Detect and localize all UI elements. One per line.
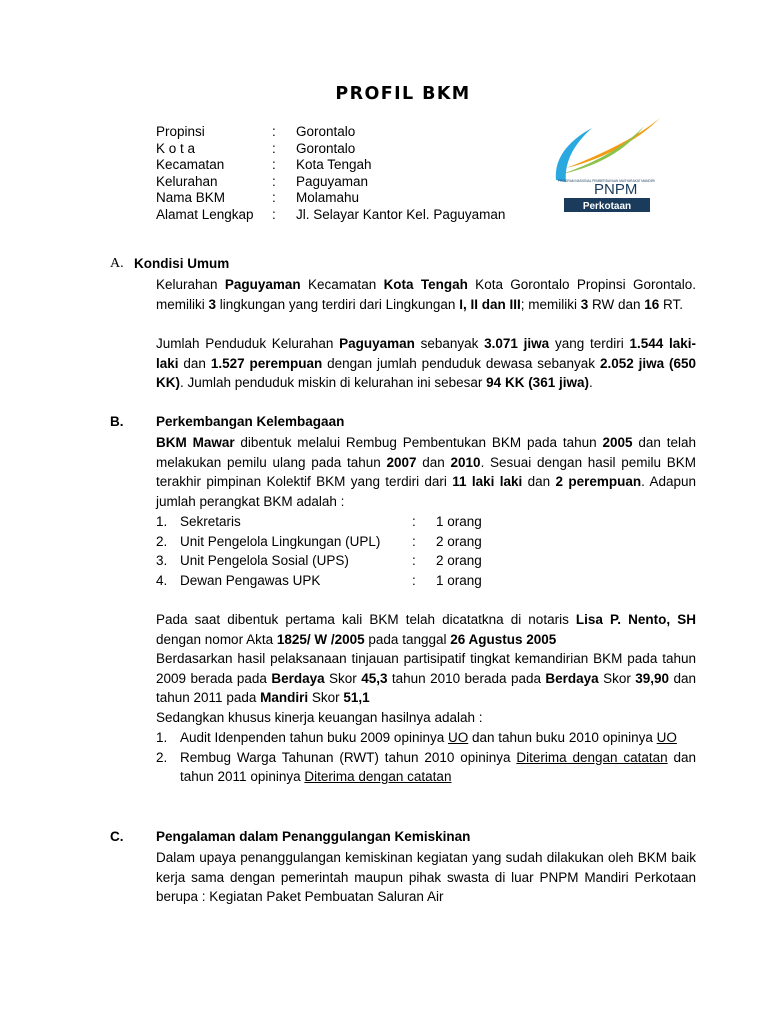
text: ; memiliki — [520, 296, 581, 312]
text: 94 KK (361 jiwa) — [486, 375, 589, 390]
text: pada tanggal — [364, 631, 451, 647]
info-label: Nama BKM — [156, 190, 226, 205]
info-label: Kelurahan — [156, 173, 218, 189]
text: 39,90 — [635, 670, 670, 686]
text: 2007 — [386, 454, 417, 470]
item-label: Unit Pengelola Lingkungan (UPL) — [180, 533, 381, 549]
text: Kelurahan — [156, 277, 225, 292]
section-a-letter: A. — [110, 256, 124, 271]
logo-sub-text: Perkotaan — [582, 201, 632, 212]
info-row — [156, 190, 505, 207]
text: Mandiri — [260, 690, 309, 705]
item-number: 1. — [156, 730, 168, 745]
section-b-para-4: Sedangkan khusus kinerja keuangan hasilnya adalah : — [156, 710, 483, 725]
list-item — [156, 571, 696, 591]
text: Skor — [598, 670, 636, 686]
text: Skor — [308, 690, 344, 705]
list-item — [156, 748, 696, 787]
text: 2010 — [450, 454, 481, 470]
text: sebanyak — [414, 336, 485, 351]
item-label: Dewan Pengawas UPK — [180, 572, 321, 588]
text: Jumlah Penduduk Kelurahan — [156, 336, 340, 351]
section-a-title: Kondisi Umum — [134, 256, 230, 271]
info-colon: : — [272, 173, 276, 189]
item-colon: : — [412, 553, 416, 568]
text: 1.527 perempuan — [210, 355, 323, 371]
info-label: Kecamatan — [156, 157, 225, 172]
text: Skor — [324, 670, 362, 686]
item-colon: : — [412, 533, 416, 549]
text: 3 — [208, 296, 217, 312]
staff-list — [156, 512, 696, 590]
item-value: 2 orang — [436, 533, 482, 549]
info-row — [156, 174, 505, 191]
info-value: Molamahu — [296, 190, 360, 205]
logo-arc-green — [562, 126, 644, 174]
item-colon: : — [412, 572, 416, 588]
section-b-para-2 — [156, 610, 696, 649]
text: Kota Gorontalo Propinsi Gorontalo. memiliki — [156, 277, 696, 312]
text: . — [588, 375, 593, 390]
section-b-para-1 — [156, 433, 696, 511]
text: 2005 — [602, 435, 633, 450]
info-label: K o t a — [156, 140, 196, 156]
info-row — [156, 141, 505, 158]
text: dan — [178, 355, 211, 371]
pnpm-logo — [552, 116, 664, 216]
text: Kota Tengah — [383, 277, 468, 292]
text: Paguyaman — [224, 277, 301, 292]
logo-arc-orange — [566, 118, 660, 168]
section-b-title: Perkembangan Kelembagaan — [156, 414, 345, 429]
section-a-para-2 — [156, 334, 696, 393]
text: UO — [447, 730, 469, 745]
list-item — [156, 551, 696, 571]
info-label: Alamat Lengkap — [156, 206, 254, 222]
list-item — [156, 512, 696, 532]
section-c-title: Pengalaman dalam Penanggulangan Kemiskinan — [156, 829, 471, 844]
info-row — [156, 124, 505, 141]
logo-brand-text: PNPM — [594, 181, 638, 198]
list-item — [156, 728, 696, 748]
text: Berdaya — [545, 670, 599, 686]
item-number: 2. — [156, 533, 168, 549]
info-label: Propinsi — [156, 124, 205, 139]
item-number: 1. — [156, 514, 168, 529]
info-value: Paguyaman — [296, 173, 369, 189]
section-c-letter: C. — [110, 829, 124, 844]
text: BKM Mawar — [156, 435, 235, 450]
item-value: 1 orang — [436, 572, 482, 588]
text: dan tahun 2011 pada — [156, 670, 697, 705]
item-text — [180, 728, 696, 748]
text: dan tahun 2011 opininya — [180, 749, 696, 784]
section-b-letter: B. — [110, 414, 124, 429]
text: 51,1 — [343, 690, 370, 705]
text: Lisa P. Nento, SH — [575, 612, 696, 627]
section-b-para-3 — [156, 649, 696, 708]
text: Diterima dengan catatan — [304, 769, 452, 784]
info-colon: : — [272, 206, 276, 222]
text: dan — [522, 474, 556, 489]
item-colon: : — [412, 514, 416, 529]
text: tahun 2010 berada pada — [387, 670, 546, 686]
text: I, II dan III — [459, 296, 521, 312]
text: Berdaya — [271, 670, 325, 686]
info-colon: : — [272, 124, 276, 139]
text: yang terdiri — [549, 336, 630, 351]
item-label: Sekretaris — [180, 514, 241, 529]
text: RW dan — [588, 296, 645, 312]
text: . Jumlah penduduk miskin di kelurahan ini sebesar — [180, 375, 487, 390]
info-row — [156, 207, 505, 224]
list-item — [156, 532, 696, 552]
text: Audit Idenpenden tahun buku 2009 opininya — [180, 730, 448, 745]
info-value: Gorontalo — [296, 124, 356, 139]
item-value: 1 orang — [436, 514, 482, 529]
text: dan tahun buku 2010 opininya — [468, 730, 657, 745]
text: Diterima dengan catatan — [516, 749, 668, 765]
info-block — [156, 124, 505, 223]
item-number: 2. — [156, 749, 168, 765]
item-number: 4. — [156, 572, 168, 588]
info-value: Gorontalo — [296, 140, 356, 156]
text: 2.052 jiwa (650 KK) — [156, 355, 696, 390]
text: Berdasarkan hasil pelaksanaan tinjauan partisipatif tingkat kemandirian BKM pada tahun 2009 berada pada — [156, 651, 696, 686]
item-label: Unit Pengelola Sosial (UPS) — [180, 553, 349, 568]
text: 11 laki laki — [452, 474, 523, 489]
text: dan — [416, 454, 451, 470]
text: Paguyaman — [339, 336, 415, 351]
text: dengan jumlah penduduk dewasa sebanyak — [322, 355, 600, 371]
info-colon: : — [272, 190, 276, 205]
text: dengan nomor Akta — [156, 631, 277, 647]
text: lingkungan yang terdiri dari Lingkungan — [216, 296, 460, 312]
item-number: 3. — [156, 553, 168, 568]
text: 1825/ W /2005 — [276, 631, 365, 647]
info-row — [156, 157, 505, 174]
text: 3 — [580, 296, 589, 312]
section-c-para-1: Dalam upaya penanggulangan kemiskinan kegiatan yang sudah dilakukan oleh BKM baik kerja sama dengan pemerintah maupun pihak swasta di luar PNPM Mandiri Perkotaan berupa : Kegiatan Paket Pembuatan Saluran Air — [156, 850, 696, 904]
text: dan telah melakukan pemilu ulang pada tahun — [156, 435, 696, 470]
logo-arc-blue — [556, 128, 592, 182]
info-value: Jl. Selayar Kantor Kel. Paguyaman — [296, 206, 506, 222]
text: RT. — [659, 296, 684, 312]
info-colon: : — [272, 140, 276, 156]
text: Kecamatan — [300, 277, 384, 292]
item-value: 2 orang — [436, 553, 482, 568]
text: Pada saat dibentuk pertama kali BKM telah dicatatkna di notaris — [156, 612, 576, 627]
text: UO — [656, 730, 677, 745]
text: 16 — [644, 296, 660, 312]
item-text — [180, 748, 696, 787]
text: 26 Agustus 2005 — [450, 631, 557, 647]
info-colon: : — [272, 157, 276, 172]
text: 1.544 laki-laki — [156, 336, 697, 371]
logo-tiny-text: PROGRAM NASIONAL PEMBERDAYAAN MASYARAKAT MANDIRI — [558, 179, 655, 183]
text: Rembug Warga Tahunan (RWT) tahun 2010 opininya — [180, 749, 517, 765]
text: . Sesuai dengan hasil pemilu BKM terakhir pimpinan Kolektif BKM yang terdiri dari — [156, 454, 697, 489]
finance-list — [156, 728, 696, 787]
info-value: Kota Tengah — [296, 157, 372, 172]
text: 2 perempuan — [555, 474, 642, 489]
text: dibentuk melalui Rembug Pembentukan BKM pada tahun — [234, 435, 603, 450]
section-a-para-1 — [156, 275, 696, 314]
text: 45,3 — [361, 670, 388, 686]
text: 3.071 jiwa — [484, 336, 550, 351]
text: . Adapun jumlah perangkat BKM adalah : — [156, 474, 697, 509]
document-title: PROFIL BKM — [335, 84, 471, 104]
